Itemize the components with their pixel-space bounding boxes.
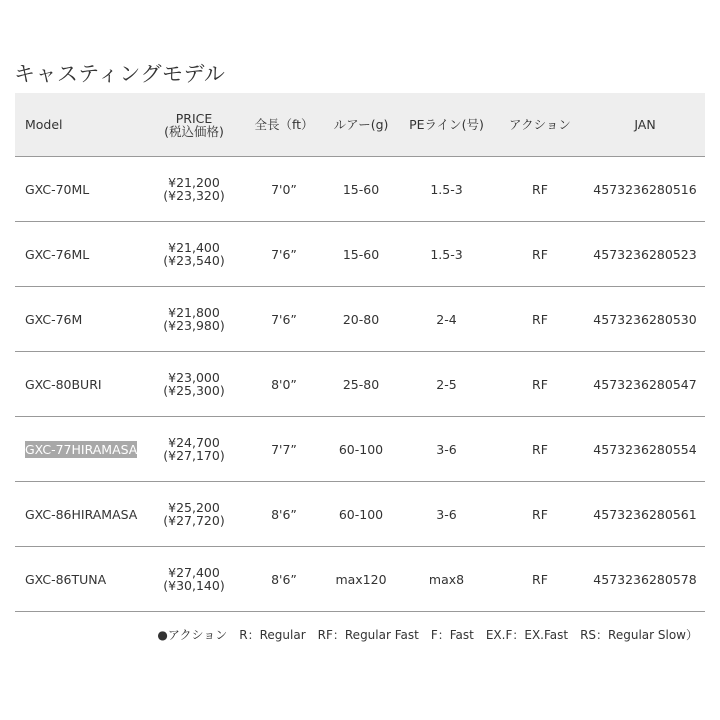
cell-lure: 60-100	[324, 417, 398, 482]
table-row	[15, 417, 705, 482]
cell-pe-line: 2-4	[398, 287, 495, 352]
cell-jan: 4573236280530	[585, 287, 705, 352]
cell-pe-line: 3-6	[398, 482, 495, 547]
table-row	[15, 222, 705, 287]
spec-table	[15, 93, 705, 612]
table-row	[15, 547, 705, 612]
header-length: 全長（ft）	[244, 93, 324, 157]
cell-jan: 4573236280554	[585, 417, 705, 482]
header-row	[15, 93, 705, 157]
cell-model: GXC-76M	[15, 287, 144, 352]
table-row	[15, 352, 705, 417]
cell-pe-line: 3-6	[398, 417, 495, 482]
cell-length: 7'6”	[244, 287, 324, 352]
cell-jan: 4573236280547	[585, 352, 705, 417]
price-value: ¥21,800	[168, 305, 220, 320]
price-value: ¥21,200	[168, 175, 220, 190]
cell-price	[144, 222, 244, 287]
cell-action: RF	[495, 482, 585, 547]
price-tax-value: (¥23,320)	[163, 188, 225, 203]
cell-lure: 15-60	[324, 157, 398, 222]
cell-model: GXC-70ML	[15, 157, 144, 222]
header-price-label: PRICE	[175, 110, 213, 126]
header-price-tax-label: (税込価格)	[164, 123, 224, 139]
cell-pe-line: 1.5-3	[398, 222, 495, 287]
cell-lure: max120	[324, 547, 398, 612]
price-value: ¥24,700	[168, 435, 220, 450]
header-price	[144, 93, 244, 157]
cell-price	[144, 417, 244, 482]
header-model: Model	[15, 93, 144, 157]
cell-model: GXC-80BURI	[15, 352, 144, 417]
cell-length: 8'6”	[244, 547, 324, 612]
price-tax-value: (¥23,980)	[163, 318, 225, 333]
price-tax-value: (¥27,170)	[163, 448, 225, 463]
cell-lure: 25-80	[324, 352, 398, 417]
cell-action: RF	[495, 157, 585, 222]
cell-action: RF	[495, 222, 585, 287]
model-selected-text[interactable]: GXC-77HIRAMASA	[25, 441, 138, 457]
price-value: ¥25,200	[168, 500, 220, 515]
cell-price	[144, 352, 244, 417]
cell-length: 7'6”	[244, 222, 324, 287]
table-header	[15, 93, 705, 157]
cell-length: 8'0”	[244, 352, 324, 417]
cell-model: GXC-86HIRAMASA	[15, 482, 144, 547]
price-tax-value: (¥30,140)	[163, 578, 225, 593]
cell-price	[144, 482, 244, 547]
table-row	[15, 157, 705, 222]
table-row	[15, 287, 705, 352]
cell-action: RF	[495, 287, 585, 352]
page-title: キャスティングモデル	[14, 62, 226, 86]
cell-action: RF	[495, 417, 585, 482]
cell-pe-line: max8	[398, 547, 495, 612]
price-tax-value: (¥25,300)	[163, 383, 225, 398]
cell-jan: 4573236280561	[585, 482, 705, 547]
cell-action: RF	[495, 547, 585, 612]
cell-pe-line: 1.5-3	[398, 157, 495, 222]
cell-length: 8'6”	[244, 482, 324, 547]
price-value: ¥21,400	[168, 240, 220, 255]
action-legend-note: ●アクション R：Regular RF：Regular Fast F：Fast EX.F：EX.Fast RS：Regular Slow）	[157, 628, 698, 642]
table-body	[15, 157, 705, 612]
cell-model: GXC-76ML	[15, 222, 144, 287]
cell-price	[144, 547, 244, 612]
header-lure: ルアー(g)	[324, 93, 398, 157]
price-value: ¥27,400	[168, 565, 220, 580]
price-tax-value: (¥23,540)	[163, 253, 225, 268]
price-value: ¥23,000	[168, 370, 220, 385]
cell-model	[15, 417, 144, 482]
header-pe-line: PEライン(号)	[398, 93, 495, 157]
cell-jan: 4573236280523	[585, 222, 705, 287]
cell-model: GXC-86TUNA	[15, 547, 144, 612]
header-jan: JAN	[585, 93, 705, 157]
cell-price	[144, 287, 244, 352]
cell-lure: 15-60	[324, 222, 398, 287]
table-row	[15, 482, 705, 547]
cell-lure: 20-80	[324, 287, 398, 352]
price-tax-value: (¥27,720)	[163, 513, 225, 528]
cell-length: 7'0”	[244, 157, 324, 222]
cell-pe-line: 2-5	[398, 352, 495, 417]
cell-lure: 60-100	[324, 482, 398, 547]
cell-action: RF	[495, 352, 585, 417]
cell-price	[144, 157, 244, 222]
cell-jan: 4573236280516	[585, 157, 705, 222]
header-action: アクション	[495, 93, 585, 157]
cell-length: 7'7”	[244, 417, 324, 482]
cell-jan: 4573236280578	[585, 547, 705, 612]
